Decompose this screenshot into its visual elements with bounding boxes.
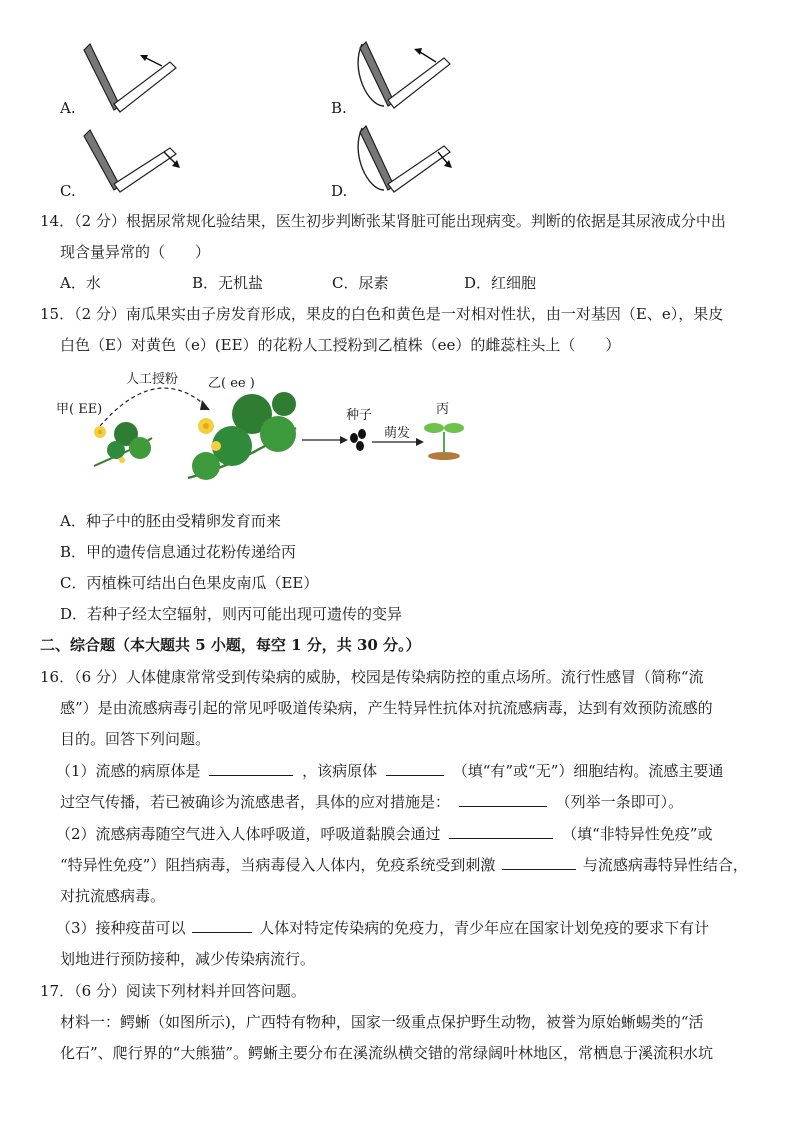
q16-part3-line1 [56, 918, 709, 938]
q15-option-a: A．种子中的胚由受精卵发育而来 [60, 512, 281, 530]
q13-figure-c [84, 130, 184, 196]
q15-option-c: C．丙植株可结出白色果皮南瓜（EE） [60, 574, 319, 592]
q15-stem-line1: 15．（2 分）南瓜果实由子房发育形成，果皮的白色和黄色是一对相对性状，由一对基因（E、e），果皮 [40, 305, 724, 323]
q13-figure-d [356, 124, 456, 196]
figure-label-bing: 丙 [436, 402, 450, 417]
q16-part2-text-d: 与流感病毒特异性结合， [582, 856, 748, 874]
q13-option-c-label: C. [60, 182, 76, 200]
q17-stem-line1: 17．（6 分）阅读下列材料并回答问题。 [40, 982, 306, 1000]
q15-option-b: B．甲的遗传信息通过花粉传递给丙 [60, 543, 297, 561]
q16-part2-line2 [60, 855, 748, 875]
q17-material1-line1: 材料一：鳄蜥（如图所示)，广西特有物种，国家一级重点保护野生动物，被誉为原始蜥蜴类的“活 [60, 1013, 704, 1031]
q15-stem-line2: 白色（E）对黄色（e）(EE）的花粉人工授粉到乙植株（ee）的雌蕊柱头上（ ） [60, 336, 621, 354]
section-heading: 二、综合题（本大题共 5 小题，每空 1 分，共 30 分。） [40, 636, 421, 654]
q16-part1-line1 [56, 761, 723, 781]
q16-stem-line2: 感”）是由流感病毒引起的常见呼吸道传染病，产生特异性抗体对抗流感病毒，达到有效预防流感的 [60, 699, 713, 717]
q14-option-a: A．水 [60, 274, 101, 292]
q16-blank-measure[interactable] [459, 792, 547, 807]
q14-option-b: B．无机盐 [192, 274, 264, 292]
q16-part1-text-c: （填“有”或“无”）细胞结构。流感主要通 [452, 762, 724, 780]
q16-part2-text-c: “特异性免疫”）阻挡病毒，当病毒侵入人体内，免疫系统受到刺激 [60, 856, 496, 874]
figure-label-germinate: 萌发 [384, 426, 411, 441]
q16-part3-text-a: （3）接种疫苗可以 [56, 919, 186, 937]
q16-blank-immunity-type[interactable] [449, 824, 553, 839]
q14-option-d: D．红细胞 [464, 274, 537, 292]
figure-label-pollination: 人工授粉 [126, 372, 179, 387]
q14-stem-line2: 现含量异常的（ ） [60, 243, 211, 261]
q16-part1-text-a: （1）流感的病原体是 [56, 762, 201, 780]
q16-part1-text-e: （列举一条即可）。 [555, 793, 684, 811]
q16-stem-line1: 16．（6 分）人体健康常常受到传染病的威胁，校园是传染病防控的重点场所。流行性感冒（简称“流 [40, 668, 704, 686]
q15-figure [56, 368, 476, 496]
q16-part2-text-b: （填“非特异性免疫”或 [562, 825, 713, 843]
q16-part2-line3: 对抗流感病毒。 [60, 887, 166, 905]
q16-stem-line3: 目的。回答下列问题。 [60, 730, 211, 748]
q16-part1-line2 [60, 792, 683, 812]
q16-part3-text-b: 人体对特定传染病的免疫力，青少年应在国家计划免疫的要求下有计 [259, 919, 710, 937]
q16-part1-text-d: 过空气传播，若已被确诊为流感患者，具体的应对措施是： [60, 793, 451, 811]
q14-option-c: C．尿素 [332, 274, 389, 292]
q16-part2-line1 [56, 824, 712, 844]
q17-material1-line2: 化石”、爬行界的“大熊猫”。鳄蜥主要分布在溪流纵横交错的常绿阔叶林地区，常栖息于溪流积水坑 [60, 1044, 714, 1062]
q13-option-a-label: A. [60, 99, 76, 117]
q15-option-d: D．若种子经太空辐射，则丙可能出现可遗传的变异 [60, 605, 403, 623]
q16-blank-antibody[interactable] [502, 855, 576, 870]
plant-jia-icon [94, 422, 152, 466]
q13-option-d-label: D. [331, 182, 348, 200]
q16-part3-line2: 划地进行预防接种，减少传染病流行。 [60, 950, 316, 968]
q13-option-b-label: B. [331, 99, 347, 117]
pollination-diagram [56, 368, 476, 496]
q16-blank-cell-structure[interactable] [386, 761, 444, 776]
seed-icon [350, 429, 366, 451]
figure-label-jia: 甲( EE) [56, 402, 103, 417]
q16-part2-text-a: （2）流感病毒随空气进入人体呼吸道，呼吸道黏膜会通过 [56, 825, 441, 843]
figure-label-seed: 种子 [346, 408, 373, 423]
q13-figure-a [84, 44, 184, 114]
q14-stem-line1: 14．（2 分）根据尿常规化验结果，医生初步判断张某肾脏可能出现病变。判断的依据是其尿液成分中出 [40, 212, 726, 230]
q16-blank-vaccine[interactable] [192, 918, 252, 933]
q13-figure-b [356, 40, 456, 112]
seedling-icon [424, 423, 464, 460]
figure-label-yi: 乙( ee ) [208, 376, 255, 391]
q16-blank-pathogen[interactable] [209, 761, 293, 776]
q16-part1-text-b: ，该病原体 [302, 762, 378, 780]
